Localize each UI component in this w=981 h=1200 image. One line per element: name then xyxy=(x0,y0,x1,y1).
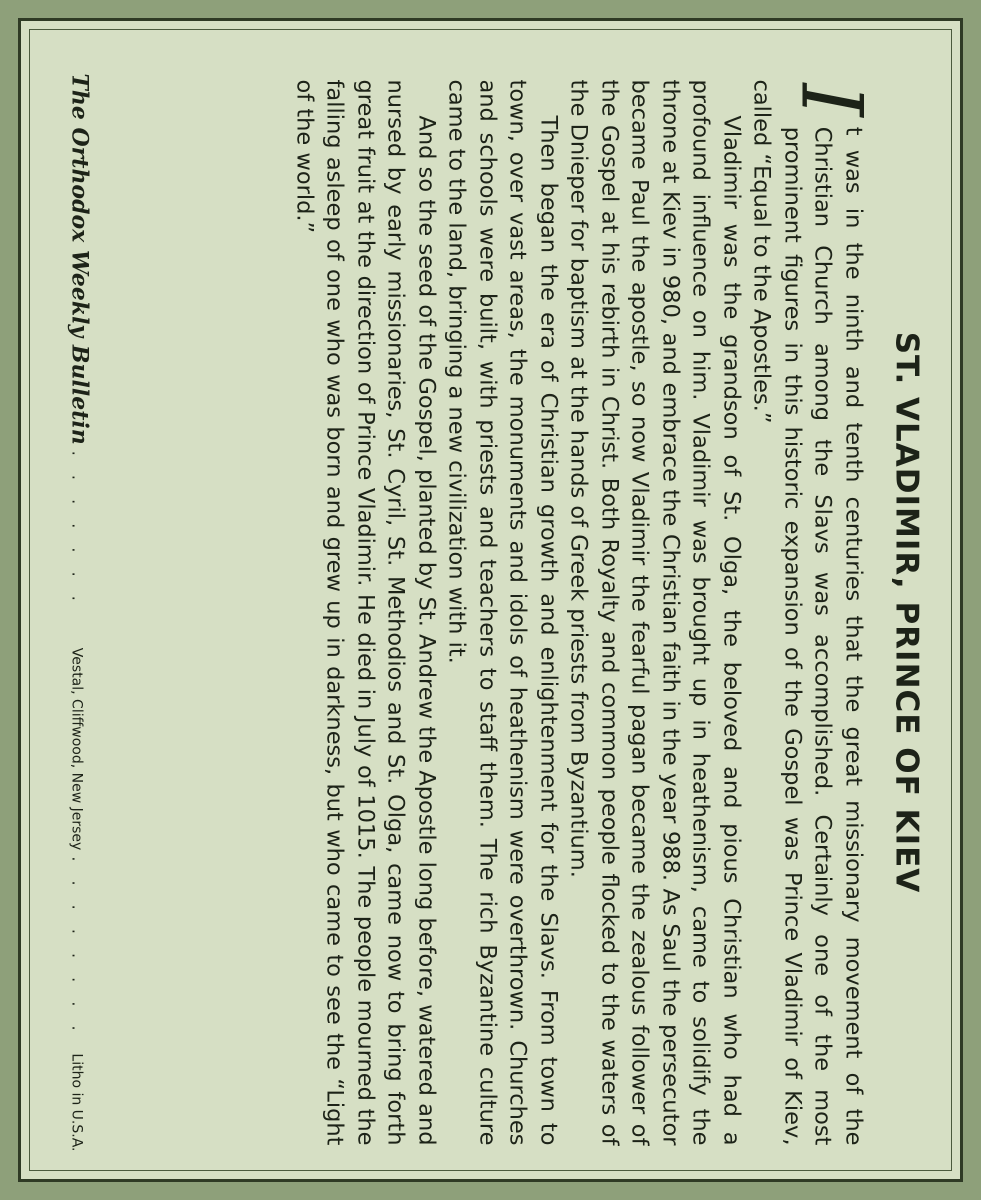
masthead: The Orthodox Weekly Bulletin xyxy=(66,73,93,445)
leader-dots-1: . . . . . . . xyxy=(68,450,88,608)
rotated-page xyxy=(50,58,935,1168)
paragraph-1-text: t was in the ninth and tenth centuries that the great missionary movement of the Christian Church among the Slavs was accomplished. Certainly one of the most prominent figures in this historic expansion of the Gospel was Prince Vladimir of Kiev, called “Equal to the Apostles.” xyxy=(749,79,867,1146)
paragraph-2: Vladimir was the grandson of St. Olga, the beloved and pious Christian who had a profound influence on him. Vladimir was brought up in heathenism, came to solidify the throne at Kiev in 980, and embrace the Christian faith in the year 988. As Saul the persecutor became Paul the apostle, so now Vladimir the fearful pagan became the zealous follower of the Gospel at his rebirth in Christ. Both Royalty and common people flocked to the waters of the Dnieper for baptism at the hands of Greek priests from Byzantium. xyxy=(566,79,745,1146)
bulletin-frame xyxy=(18,18,963,1182)
bulletin-border xyxy=(29,29,952,1171)
drop-cap: I xyxy=(782,83,881,117)
printer-imprint: Vestal, Cliffwood, New Jersey xyxy=(68,647,85,851)
paragraph-3: Then began the era of Christian growth and enlightenment for the Slavs. From town to town, over vast areas, the monuments and idols of heathenism were overthrown. Churches and schools were built, with priests and teachers to staff them. The rich Byzantine culture came to the land, bringing a new civilization with it. xyxy=(444,79,562,1146)
article-body xyxy=(289,79,881,1146)
paragraph-1 xyxy=(747,79,881,1146)
page-title: ST. VLADIMIR, PRINCE OF KIEV xyxy=(888,331,925,894)
litho-imprint: Litho in U.S.A. xyxy=(68,1053,85,1152)
paragraph-4: And so the seed of the Gospel, planted by St. Andrew the Apostle long before, watered and nursed by early missionaries, St. Cyril, St. Methodios and St. Olga, came now to bring forth great fruit at the direction of Prince Vladimir. He died in July of 1015. The people mourned the falling asleep of one who was born and grew up in darkness, but who came to see the “Light of the world.” xyxy=(291,79,440,1146)
leader-dots-2: . . . . . . . . xyxy=(68,856,88,1038)
footer-line xyxy=(67,74,93,1152)
